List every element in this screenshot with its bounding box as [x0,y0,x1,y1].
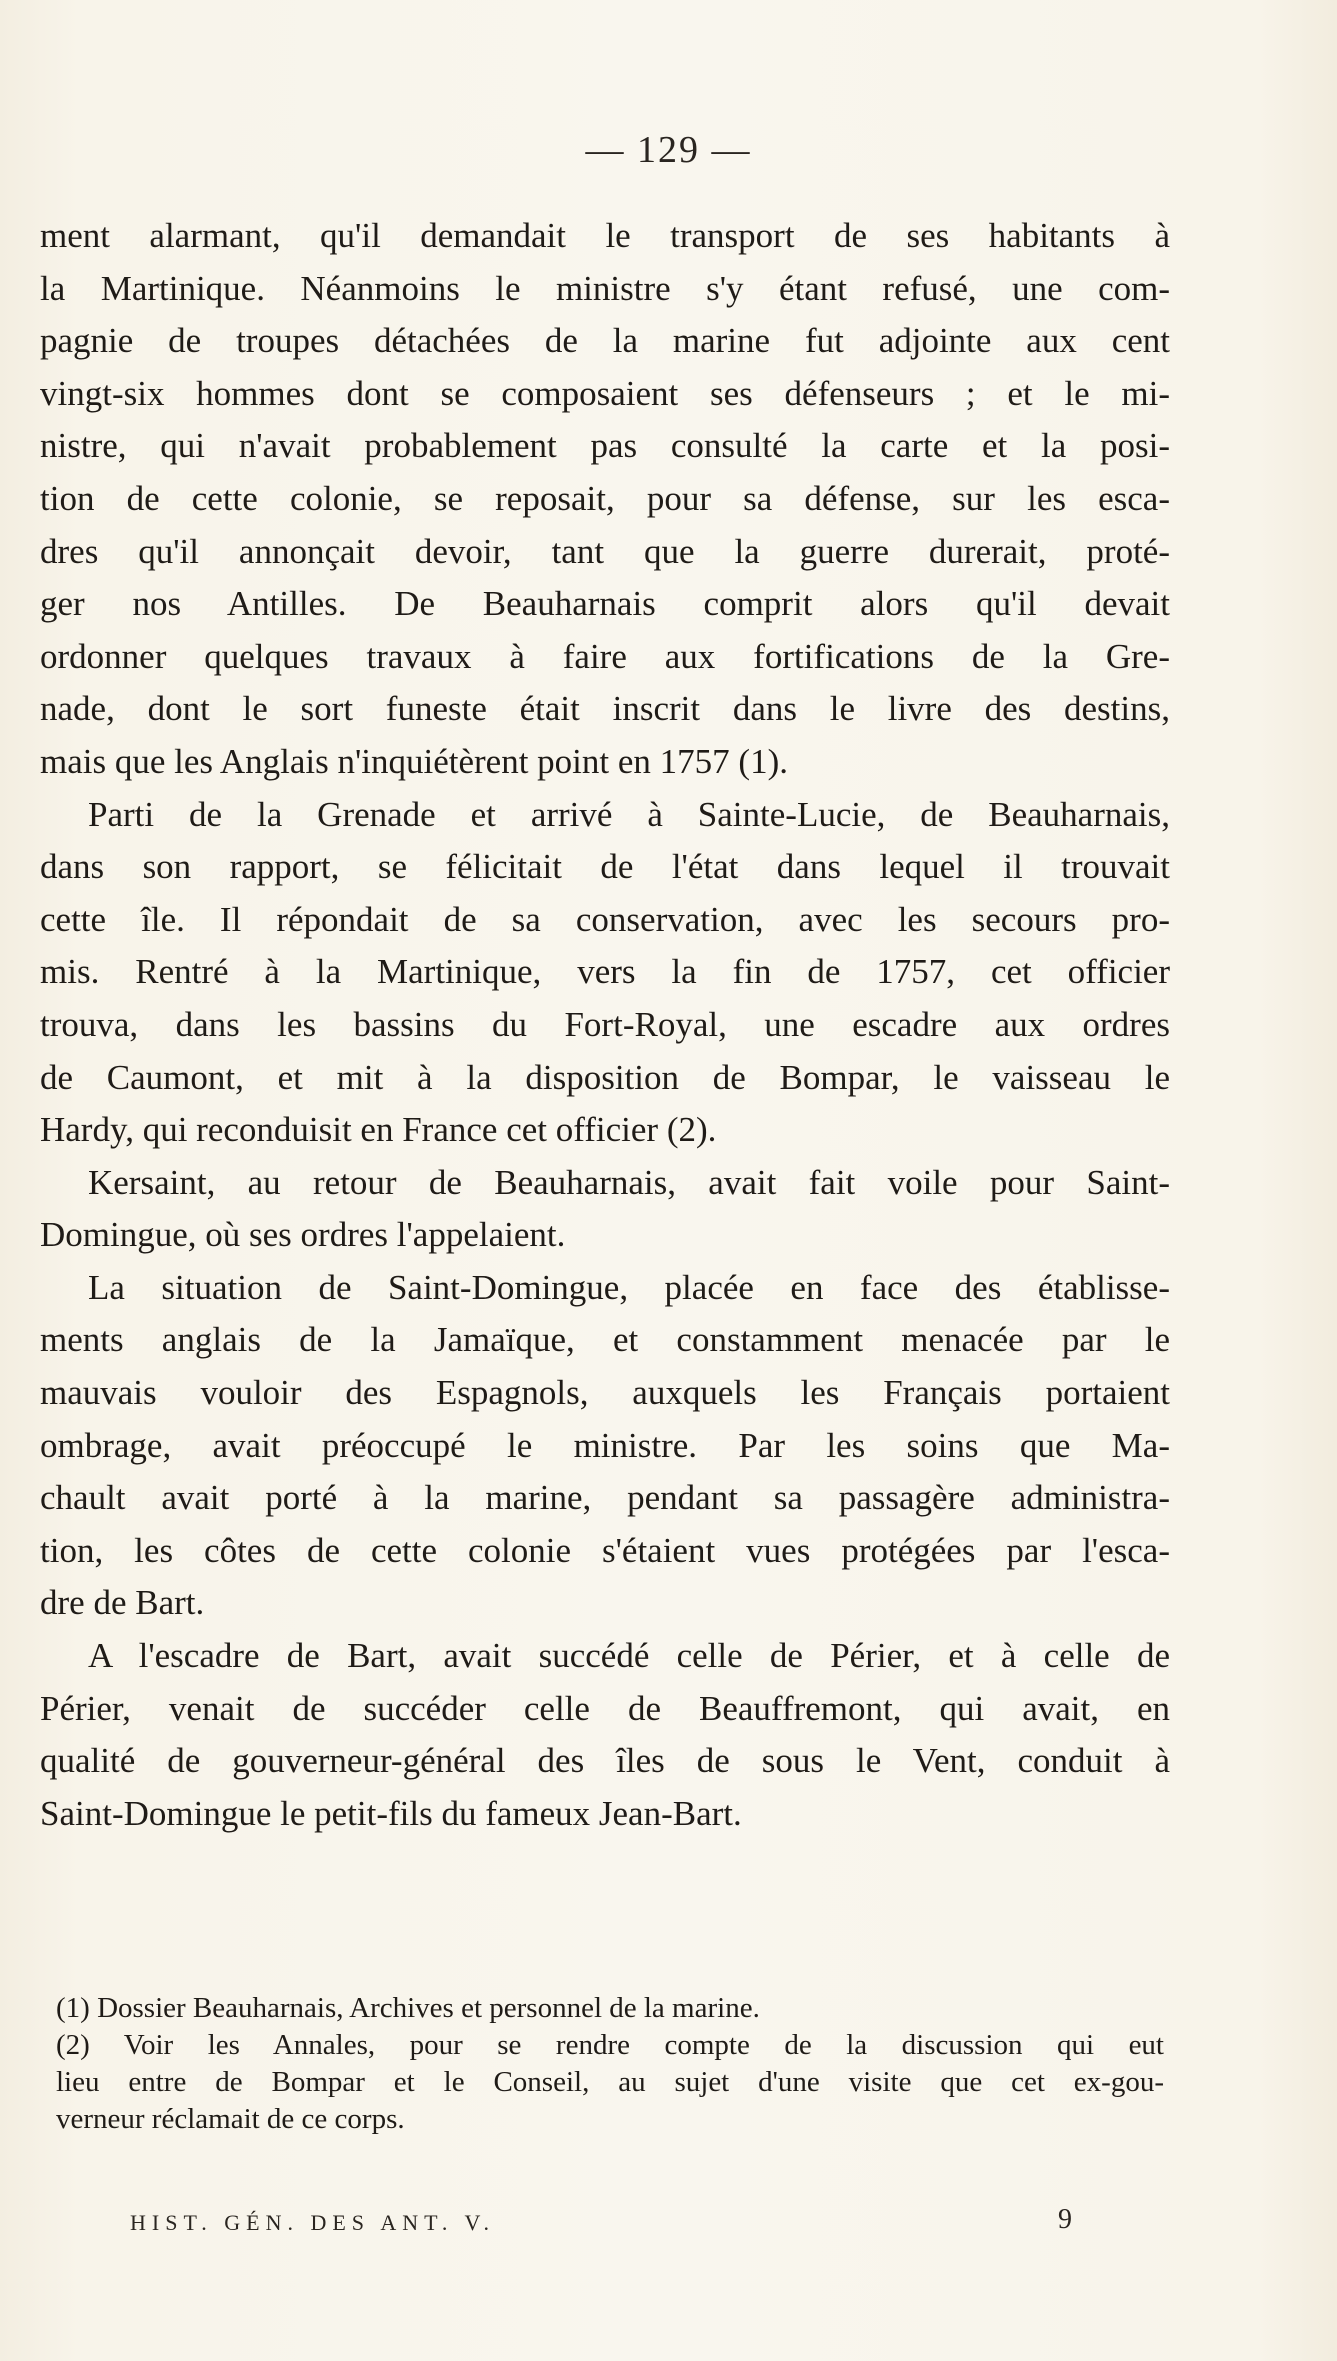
text-line: dre de Bart. [40,1583,205,1623]
text-line: tion de cette colonie, se reposait, pour sa défense, sur les esca- [40,478,1170,518]
text-line: Périer, venait de succéder celle de Beauffremont, qui avait, en [40,1688,1170,1728]
footnote-line: (2) Voir les Annales, pour se rendre compte de la discussion qui eut [56,2029,1164,2061]
text-line: la Martinique. Néanmoins le ministre s'y étant refusé, une com- [40,268,1170,308]
footnote-line: (1) Dossier Beauharnais, Archives et personnel de la marine. [56,1992,760,2024]
text-line: qualité de gouverneur-général des îles de sous le Vent, conduit à [40,1741,1170,1781]
text-line: ombrage, avait préoccupé le ministre. Par les soins que Ma- [40,1425,1170,1465]
text-line: tion, les côtes de cette colonie s'étaient vues protégées par l'esca- [40,1530,1170,1570]
text-line: ment alarmant, qu'il demandait le transport de ses habitants à [40,216,1170,255]
text-line: Domingue, où ses ordres l'appelaient. [40,1215,566,1255]
text-line: Saint-Domingue le petit-fils du fameux Jean-Bart. [40,1793,742,1833]
body-text [40,210,1170,1840]
footnotes [56,1990,1164,2138]
text-line: nade, dont le sort funeste était inscrit dans le livre des destins, [40,689,1170,729]
text-line: ordonner quelques travaux à faire aux fortifications de la Gre- [40,636,1170,676]
text-line: Hardy, qui reconduisit en France cet officier (2). [40,1110,717,1150]
text-line: ger nos Antilles. De Beauharnais comprit alors qu'il devait [40,584,1170,624]
footnote-line: verneur réclamait de ce corps. [56,2103,405,2135]
text-line: vingt-six hommes dont se composaient ses défenseurs ; et le mi- [40,373,1170,413]
text-line: de Caumont, et mit à la disposition de Bompar, le vaisseau le [40,1057,1170,1097]
text-line: dans son rapport, se félicitait de l'état dans lequel il trouvait [40,847,1170,887]
text-line: A l'escadre de Bart, avait succédé celle de Périer, et à celle de [88,1636,1170,1676]
text-line: dres qu'il annonçait devoir, tant que la guerre durerait, proté- [40,531,1170,571]
text-line: Parti de la Grenade et arrivé à Sainte-Lucie, de Beauharnais, [88,794,1170,834]
text-line: nistre, qui n'avait probablement pas consulté la carte et la posi- [40,426,1170,466]
text-line: mauvais vouloir des Espagnols, auxquels les Français portaient [40,1373,1170,1413]
text-line: cette île. Il répondait de sa conservation, avec les secours pro- [40,899,1170,939]
text-line: trouva, dans les bassins du Fort-Royal, une escadre aux ordres [40,1004,1170,1044]
signature-mark: 9 [1058,2204,1072,2235]
text-line: mis. Rentré à la Martinique, vers la fin de 1757, cet officier [40,952,1170,992]
text-line: mais que les Anglais n'inquiétèrent point en 1757 (1). [40,741,788,781]
text-line: chault avait porté à la marine, pendant sa passagère administra- [40,1478,1170,1518]
text-line: pagnie de troupes détachées de la marine fut adjointe aux cent [40,321,1170,361]
text-line: Kersaint, au retour de Beauharnais, avait fait voile pour Saint- [88,1162,1170,1202]
footer-text: HIST. GÉN. DES ANT. V. [130,2210,496,2235]
footnote-line: lieu entre de Bompar et le Conseil, au sujet d'une visite que cet ex-gou- [56,2066,1164,2098]
text-line: ments anglais de la Jamaïque, et constamment menacée par le [40,1320,1170,1360]
text-line: La situation de Saint-Domingue, placée en face des établisse- [88,1267,1170,1307]
page-number: — 129 — [585,129,752,171]
